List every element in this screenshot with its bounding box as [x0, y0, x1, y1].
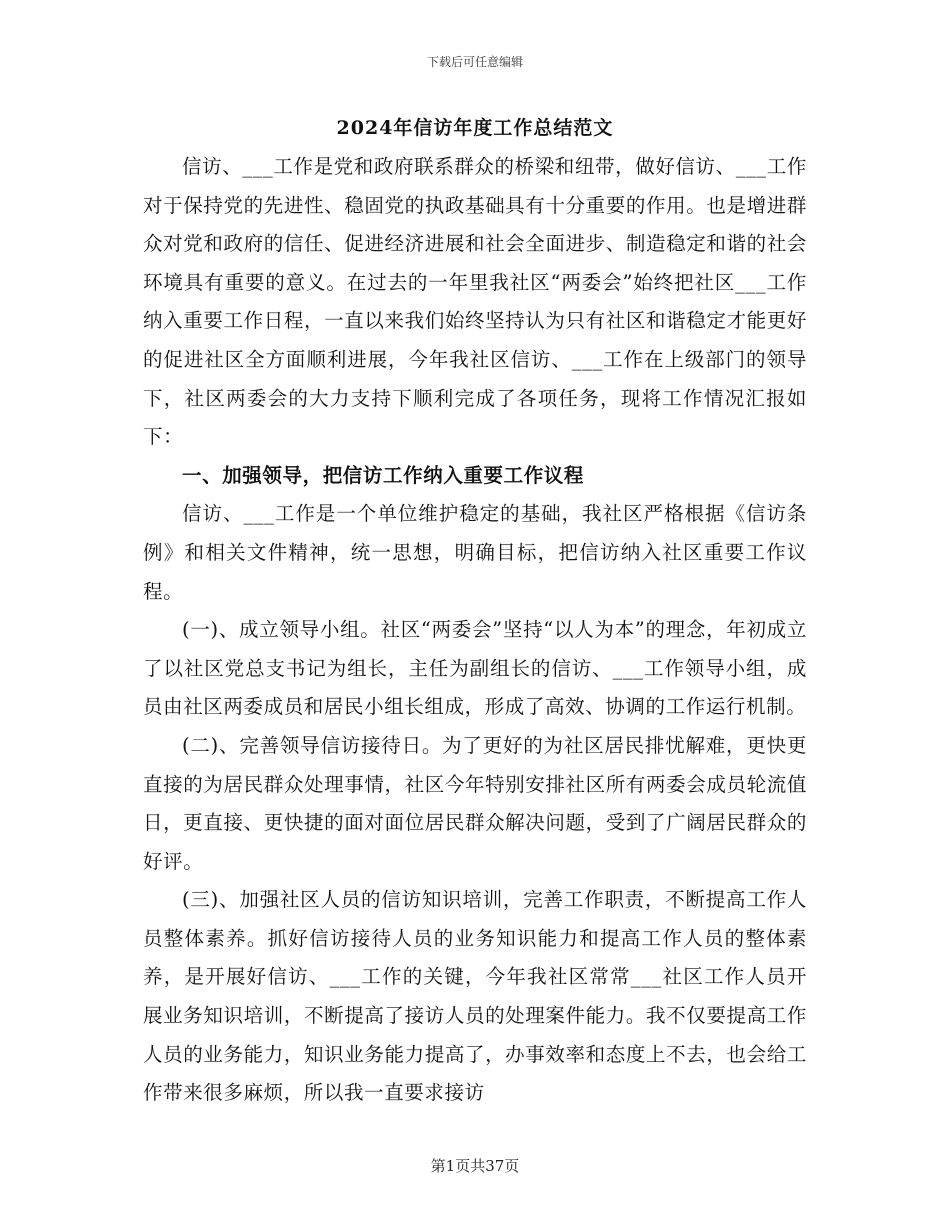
document-title: 2024年信访年度工作总结范文: [336, 117, 614, 139]
page-number-footer: 第1页共37页: [430, 1157, 520, 1175]
section-heading-1: 一、加强领导，把信访工作纳入重要工作议程: [182, 463, 585, 487]
paragraph-item-3: (三)、加强社区人员的信访知识培训，完善工作职责，不断提高工作人员整体素养。抓好信访接待人员的业务知识能力和提高工作人员的整体素养，是开展好信访、___工作的关键，今年我社区常常___社区工作人员开展业务知识培训，不断提高了接访人员的处理案件能力。我不仅要提高工作人员的业务能力，知识业务能力提高了，办事效率和态度上不去，也会给工作带来很多麻烦，所以我一直要求接访: [143, 888, 807, 1105]
paragraph-intro: 信访、___工作是党和政府联系群众的桥梁和纽带，做好信访、___工作对于保持党的先进性、稳固党的执政基础具有十分重要的作用。也是增进群众对党和政府的信任、促进经济进展和社会全面进步、制造稳定和谐的社会环境具有重要的意义。在过去的一年里我社区“两委会”始终把社区___工作纳入重要工作日程，一直以来我们始终坚持认为只有社区和谐稳定才能更好的促进社区全方面顺利进展，今年我社区信访、___工作在上级部门的领导下，社区两委会的大力支持下顺利完成了各项任务，现将工作情况汇报如下：: [143, 155, 807, 449]
document-body: [143, 112, 807, 1113]
paragraph-item-2: (二)、完善领导信访接待日。为了更好的为社区居民排忧解难，更快更直接的为居民群众处理事情，社区今年特别安排社区所有两委会成员轮流值日，更直接、更快捷的面对面位居民群众解决问题，受到了广阔居民群众的好评。: [143, 733, 807, 873]
paragraph-section-1: 信访、___工作是一个单位维护稳定的基础，我社区严格根据《信访条例》和相关文件精神，统一思想，明确目标，把信访纳入社区重要工作议程。: [143, 502, 807, 603]
paragraph-item-1: (一)、成立领导小组。社区“两委会”坚持“以人为本”的理念，年初成立了以社区党总支书记为组长，主任为副组长的信访、___工作领导小组，成员由社区两委成员和居民小组长组成，形成了高效、协调的工作运行机制。: [143, 618, 807, 719]
page-header-note: 下载后可任意编辑: [426, 55, 523, 69]
